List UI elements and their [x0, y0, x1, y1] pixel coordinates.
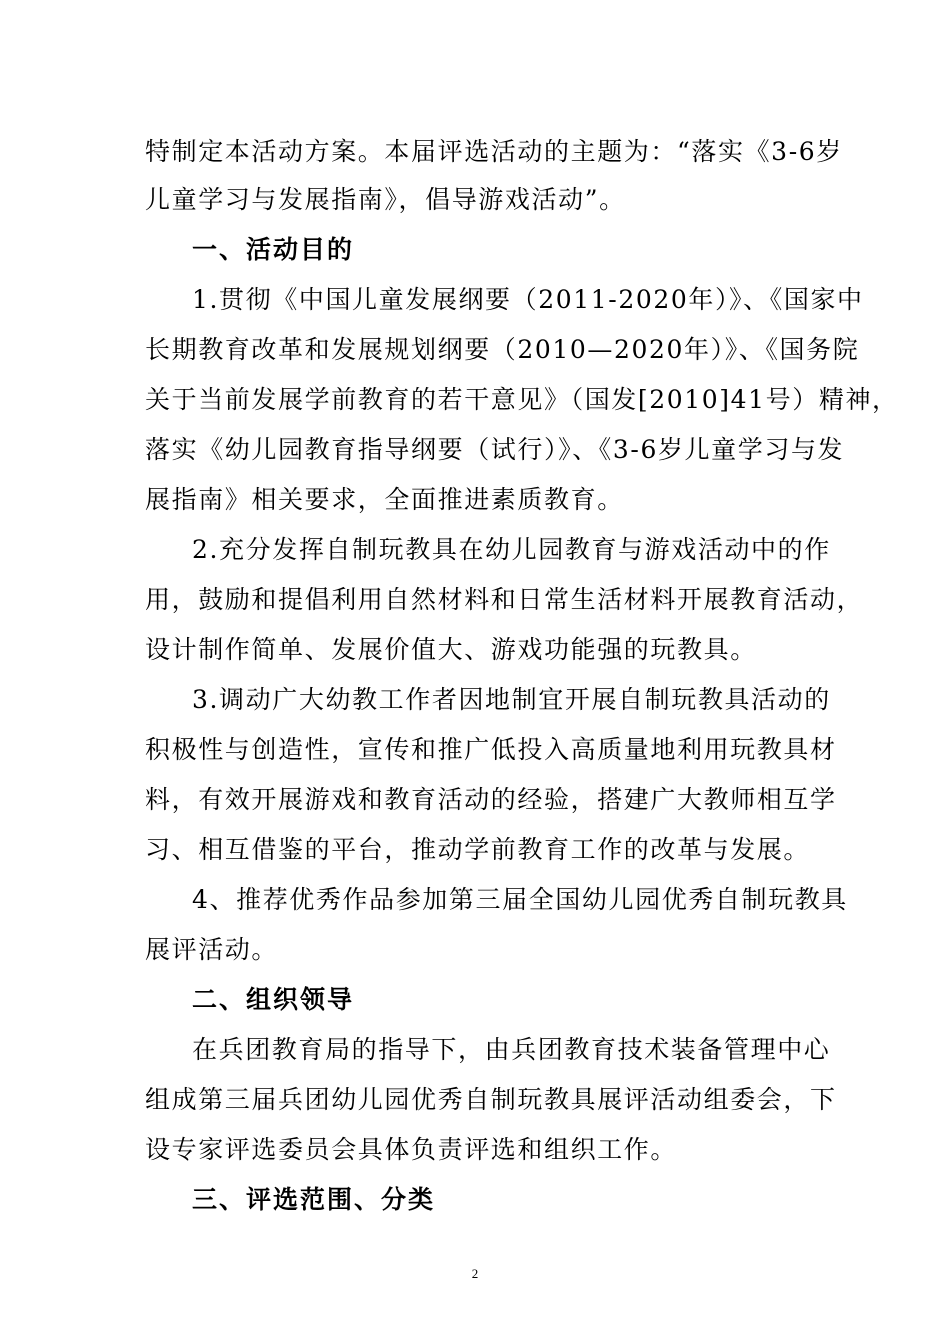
paragraph-line: 1.贯彻《中国儿童发展纲要（2011-2020年）》、《国家中 [192, 285, 864, 314]
paragraph-line: 展指南》相关要求，全面推进素质教育。 [145, 485, 624, 514]
section-heading: 一、活动目的 [192, 235, 355, 264]
paragraph-line: 关于当前发展学前教育的若干意见》（国发[2010]41号）精神， [145, 385, 899, 414]
page-number: 2 [471, 1266, 479, 1281]
paragraph-line: 展评活动。 [145, 935, 279, 964]
paragraph-line: 儿童学习与发展指南》，倡导游戏活动”。 [145, 185, 626, 214]
paragraph-line: 用，鼓励和提倡利用自然材料和日常生活材料开展教育活动， [145, 585, 864, 614]
paragraph-line: 设专家评选委员会具体负责评选和组织工作。 [145, 1135, 678, 1164]
paragraph-line: 组成第三届兵团幼儿园优秀自制玩教具展评活动组委会，下 [145, 1085, 837, 1114]
paragraph-line: 落实《幼儿园教育指导纲要（试行）》、《3-6岁儿童学习与发 [145, 435, 845, 464]
paragraph-line: 积极性与创造性，宣传和推广低投入高质量地利用玩教具材 [145, 735, 837, 764]
paragraph-line: 特制定本活动方案。本届评选活动的主题为：“落实《3-6岁 [145, 137, 843, 166]
paragraph-line: 习、相互借鉴的平台，推动学前教育工作的改革与发展。 [145, 835, 811, 864]
paragraph-line: 料，有效开展游戏和教育活动的经验，搭建广大教师相互学 [145, 785, 837, 814]
section-heading: 二、组织领导 [192, 985, 355, 1014]
paragraph-line: 3.调动广大幼教工作者因地制宜开展自制玩教具活动的 [192, 685, 831, 714]
paragraph-line: 4、推荐优秀作品参加第三届全国幼儿园优秀自制玩教具 [192, 885, 848, 914]
paragraph-line: 长期教育改革和发展规划纲要（2010—2020年）》、《国务院 [145, 335, 860, 364]
paragraph-line: 2.充分发挥自制玩教具在幼儿园教育与游戏活动中的作 [192, 535, 831, 564]
section-heading: 三、评选范围、分类 [192, 1185, 436, 1214]
paragraph-line: 在兵团教育局的指导下，由兵团教育技术装备管理中心 [192, 1035, 831, 1064]
paragraph-line: 设计制作简单、发展价值大、游戏功能强的玩教具。 [145, 635, 757, 664]
